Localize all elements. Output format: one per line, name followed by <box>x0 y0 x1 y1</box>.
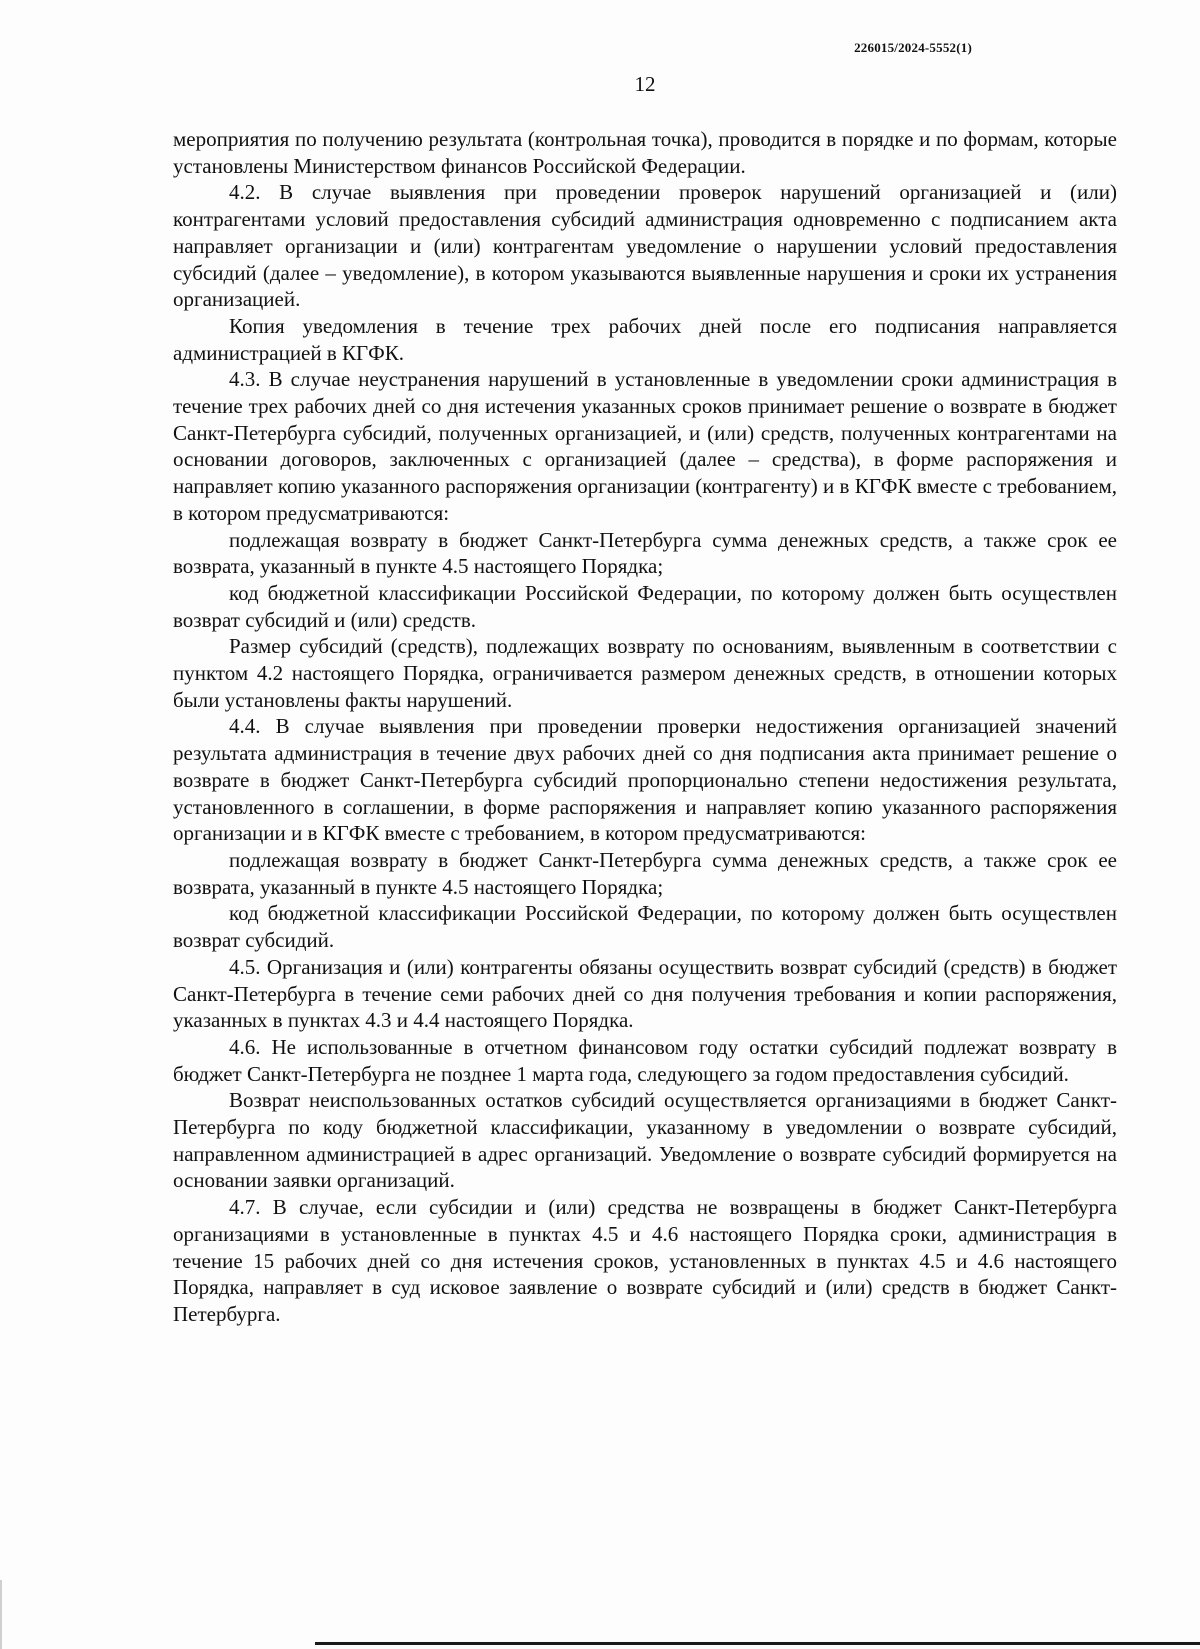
document-body <box>173 126 1117 1328</box>
paragraph-4-4-code: код бюджетной классификации Российской Федерации, по которому должен быть осуществлен возврат субсидий. <box>173 901 1117 953</box>
scan-edge-mark <box>0 1580 2 1649</box>
paragraph-4-7: 4.7. В случае, если субсидии и (или) средства не возвращены в бюджет Санкт-Петербурга организациями в установленные в пунктах 4.5 и 4.6 настоящего Порядка сроки, администрация в течение 15 рабочих дней со дня истечения сроков, установленных в пунктах 4.5 и 4.6 настоящего Порядка, направляет в суд исковое заявление о возврате субсидий и (или) средств в бюджет Санкт-Петербурга. <box>173 1195 1117 1326</box>
scan-bottom-rule <box>315 1642 1200 1645</box>
paragraph-4-6: 4.6. Не использованные в отчетном финансовом году остатки субсидий подлежат возврату в бюджет Санкт-Петербурга не позднее 1 марта года, следующего за годом предоставления субсидий. <box>173 1034 1117 1086</box>
page-number: 12 <box>634 72 656 96</box>
paragraph-continuation: мероприятия по получению результата (контрольная точка), проводится в порядке и по формам, которые установлены Министерством финансов Российской Федерации. <box>173 127 1117 178</box>
paragraph-4-3-code: код бюджетной классификации Российской Федерации, по которому должен быть осуществлен возврат субсидий и (или) средств. <box>173 580 1117 632</box>
document-id: 226015/2024-5552(1) <box>854 40 972 55</box>
paragraph-4-5: 4.5. Организация и (или) контрагенты обязаны осуществить возврат субсидий (средств) в бюджет Санкт-Петербурга в течение семи рабочих дней со дня получения требования и копии распоряжения, указанных в пунктах 4.3 и 4.4 настоящего Порядка. <box>173 954 1117 1033</box>
paragraph-subsidy-size: Размер субсидий (средств), подлежащих возврату по основаниям, выявленным в соответствии с пунктом 4.2 настоящего Порядка, ограничивается размером денежных средств, в отношении которых были установлены факты нарушений. <box>173 634 1117 712</box>
paragraph-notice-copy: Копия уведомления в течение трех рабочих дней после его подписания направляется администрацией в КГФК. <box>173 313 1117 365</box>
paragraph-4-4: 4.4. В случае выявления при проведении проверки недостижения организацией значений результата администрация в течение двух рабочих дней со дня подписания акта принимает решение о возврате в бюджет Санкт-Петербурга субсидий пропорционально степени недостижения результата, установленного в соглашении, в форме распоряжения и направляет копию указанного распоряжения организации и в КГФК вместе с требованием, в котором предусматриваются: <box>173 714 1117 846</box>
paragraph-4-4-amount: подлежащая возврату в бюджет Санкт-Петербурга сумма денежных средств, а также срок ее возврата, указанный в пункте 4.5 настоящего Порядка; <box>173 847 1117 899</box>
paragraph-4-2: 4.2. В случае выявления при проведении проверок нарушений организацией и (или) контрагентами условий предоставления субсидий администрация одновременно с подписанием акта направляет организации и (или) контрагентам уведомление о нарушении условий предоставления субсидий (далее – уведомление), в котором указываются выявленные нарушения и сроки их устранения организацией. <box>173 180 1117 312</box>
paragraph-4-3: 4.3. В случае неустранения нарушений в установленные в уведомлении сроки администрация в течение трех рабочих дней со дня истечения указанных сроков принимает решение о возврате в бюджет Санкт-Петербурга субсидий, полученных организацией, и (или) средств, полученных контрагентами на основании договоров, заключенных с организацией (далее – средства), в форме распоряжения и направляет копию указанного распоряжения организации (контрагенту) и в КГФК вместе с требованием, в котором предусматриваются: <box>173 367 1117 525</box>
paragraph-4-3-amount: подлежащая возврату в бюджет Санкт-Петербурга сумма денежных средств, а также срок ее возврата, указанный в пункте 4.5 настоящего Порядка; <box>173 527 1117 579</box>
paragraph-unused-return: Возврат неиспользованных остатков субсидий осуществляется организациями в бюджет Санкт-Петербурга по коду бюджетной классификации, указанному в уведомлении о возврате субсидий, направленном администрацией в адрес организаций. Уведомление о возврате субсидий формируется на основании заявки организаций. <box>173 1088 1117 1193</box>
